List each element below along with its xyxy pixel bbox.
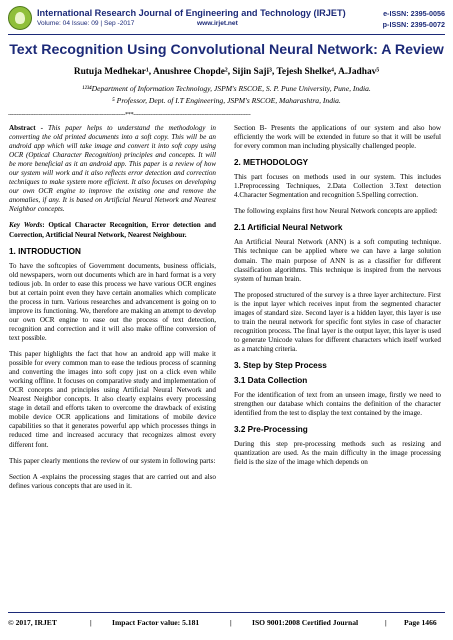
paragraph: This paper clearly mentions the review of our system in following parts: — [9, 456, 216, 465]
paragraph: To have the softcopies of Government documents, business officials, old newspapers, worn out documents which are in hard format is a very tedious job. In order to ease this process we have various OCR engines but at certain point even they have certain anomalies which complicate the process in turn. Various researches and advancement is going on to improve its functioning. We, therefore are making an attempt to develop our own OCR engine to ease out the process of text detection, recognition and correction and it will also make offline conversion of text possible. — [9, 261, 216, 342]
section-heading-pre-processing: 3.2 Pre-Processing — [234, 425, 308, 435]
footer-separator: | — [230, 618, 232, 627]
p-issn: p-ISSN: 2395-0072 — [382, 20, 445, 29]
section-heading-methodology: 2. METHODOLOGY — [234, 158, 309, 168]
abstract — [9, 124, 216, 214]
paragraph: Section B- Presents the applications of our system and also how efficiently the work will be extended in future so that it will be useful for every common man including physically challenged people. — [234, 124, 441, 151]
e-issn: e-ISSN: 2395-0056 — [383, 9, 445, 18]
footer-separator: | — [90, 618, 92, 627]
journal-name: International Research Journal of Engineering and Technology (IRJET) — [37, 8, 346, 18]
journal-url[interactable]: www.irjet.net — [197, 20, 238, 27]
keywords-text: : Optical Character Recognition, Error detection and Correction, Artificial Neural Network, Nearest Neighbour. — [9, 221, 216, 239]
keywords-label: Key Words — [9, 221, 43, 230]
header-rule — [8, 34, 445, 35]
right-column — [234, 124, 441, 474]
paragraph: Section A -explains the processing stages that are carried out and also defines various concepts that are used in it. — [9, 472, 216, 490]
separator-line: ---------------------------------------------------------------------***--------------------------------------------------------------------- — [8, 112, 251, 118]
paragraph: During this step pre-processing methods such as resizing and quantization are used. As the main difficulty in the image processing field is the size of the image which depends on — [234, 440, 441, 467]
footer-separator: | — [385, 618, 387, 627]
author-list: Rutuja Medhekar¹, Anushree Chopde², Sijin Saji³, Tejesh Shelke⁴, A.Jadhav⁵ — [73, 67, 380, 77]
paragraph: This paper highlights the fact that how an android app will make it possible for every common man to ease the tedious process of scanning and converting the images into soft copy just on a click even while working offline. It focuses on comparative study and implementation of OCR concepts and principles using Artificial Neural Network and Nearest Neighbor concepts. It also clearly explains every processing stage in detail and efforts taken to overcome the drawback of existing mobile device OCR applications and limitations of mobile device capabilities so that it generates powerful app which processes things in reduced time and increased accuracy that recognizes almost every different font. — [9, 350, 216, 449]
journal-meta — [37, 20, 238, 27]
footer-rule — [8, 612, 445, 613]
paper-title: Text Recognition Using Convolutional Neural Network: A Review — [9, 42, 444, 58]
keywords — [9, 221, 216, 239]
affiliation-2: ⁵ Professor, Dept. of I.T Engineering, JSPM's RSCOE, Maharashtra, India. — [112, 96, 341, 105]
paragraph: For the identification of text from an unseen image, firstly we need to strengthen our database which contains the definition of the character identified from the test to display the text contained by the image. — [234, 391, 441, 418]
abstract-label: Abstract - — [9, 124, 43, 132]
affiliation-1: ¹²³⁴Department of Information Technology, JSPM's RSCOE, S. P. Pune University, Pune, India. — [82, 84, 371, 93]
footer-page-number: Page 1466 — [404, 618, 437, 627]
section-heading-data-collection: 3.1 Data Collection — [234, 376, 308, 386]
volume-issue: Volume: 04 Issue: 09 | Sep -2017 — [37, 20, 135, 27]
footer-impact-factor: Impact Factor value: 5.181 — [112, 618, 200, 627]
paragraph: An Artificial Neural Network (ANN) is a soft computing technique. This technique can be applied where we can have a large solution domain. The main purpose of ANN is as a classifier for different classification algorithms. This technique is inspired from the nervous system of human brain. — [234, 238, 441, 283]
footer-iso: ISO 9001:2008 Certified Journal — [252, 618, 359, 627]
paragraph: This part focuses on methods used in our system. This includes 1.Preprocessing Techniques, 2.Data Collection 3.Text detection 4.Character Segmentation and recognition 5.Spelling correction. — [234, 173, 441, 200]
footer-copyright: © 2017, IRJET — [8, 618, 57, 627]
section-heading-ann: 2.1 Artificial Neural Network — [234, 223, 343, 233]
section-heading-step-by-step: 3. Step by Step Process — [234, 360, 327, 370]
irjet-logo-icon — [8, 6, 32, 30]
paragraph: The following explains first how Neural Network concepts are applied: — [234, 207, 438, 216]
left-column — [9, 124, 216, 498]
section-heading-introduction: 1. INTRODUCTION — [9, 246, 81, 256]
paragraph: The proposed structured of the survey is a three layer architecture. First is the input layer which receives input from the segmented character images of standard size. Second layer is a hidden layer, this layer is use to train the neural network for specific font styles in case of character recognition process. The final layer is the output layer, this layer is used to generate Unicode values for different characters which itself worked as a matching criteria. — [234, 290, 441, 353]
abstract-text: This paper helps to understand the methodology in converting the old printed documents into a soft copy. This will be an android app which will take image and convert it into soft copy using OCR (Optical Character Recognition) principles and concepts. It will be more beneficial as it an android app. This paper is a review of how our system will work and it also reflects error detection and correction techniques to make system more efficient. It also focuses on developing our own OCR engine to improve the existing one and remove the anomalies, if any. It is based on Artificial Neural Network and Nearest Neighbor concepts. — [9, 124, 216, 214]
journal-header — [8, 6, 445, 32]
